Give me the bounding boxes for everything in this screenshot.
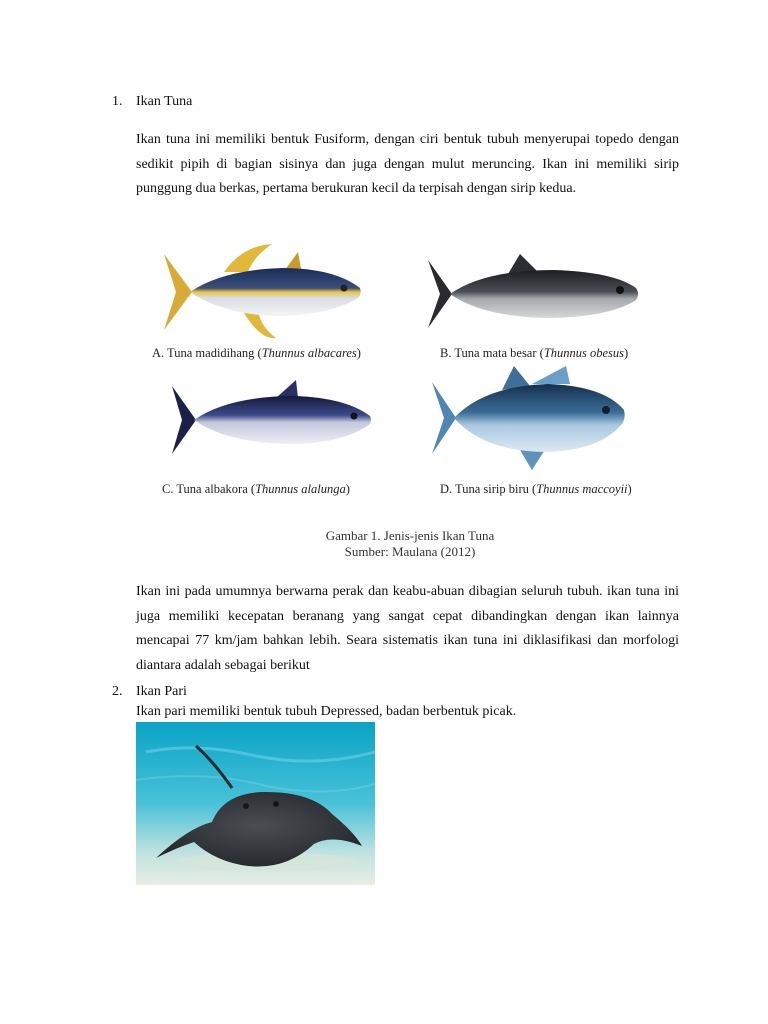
figure-caption-source: Sumber: Maulana (2012) bbox=[344, 544, 476, 559]
figure-caption-title: Gambar 1. Jenis-jenis Ikan Tuna bbox=[325, 528, 495, 543]
bluefin-tuna-illustration bbox=[428, 366, 628, 470]
figure-label-a: A. Tuna madidihang (Thunnus albacares) bbox=[152, 346, 361, 360]
tuna-description-paragraph: Ikan tuna ini memiliki bentuk Fusiform, dengan ciri bentuk tubuh menyerupai topedo dengan sedikit pipih di bagian sisinya dan juga dengan mulut meruncing. Ikan ini memiliki sirip punggung dua berkas, pertama berukuran kecil da terpisah dengan sirip kedua. bbox=[136, 132, 679, 196]
section-title: Ikan Pari bbox=[136, 684, 187, 699]
albacore-tuna-illustration bbox=[166, 380, 376, 460]
list-number: 1. bbox=[112, 94, 123, 109]
tuna-color-paragraph: Ikan ini pada umumnya berwarna perak dan keabu-abuan dibagian seluruh tubuh. ikan tuna ini juga memiliki kecepatan beranang yang sangat cepat dibandingkan dengan ikan lainnya mencapai 77 km/jam bahkan lebih. Seara sistematis ikan tuna ini diklasifikasi dan morfologi diantara adalah sebagai berikut bbox=[136, 584, 679, 673]
pari-description-paragraph: Ikan pari memiliki bentuk tubuh Depressed, badan berbentuk picak. bbox=[136, 704, 517, 719]
list-number: 2. bbox=[112, 684, 123, 699]
yellowfin-tuna-illustration bbox=[162, 244, 372, 340]
figure-label-c: C. Tuna albakora (Thunnus alalunga) bbox=[162, 482, 350, 496]
bigeye-tuna-illustration bbox=[424, 254, 644, 334]
tuna-species-figure bbox=[140, 238, 660, 568]
section-title: Ikan Tuna bbox=[136, 94, 193, 109]
figure-label-b: B. Tuna mata besar (Thunnus obesus) bbox=[440, 346, 629, 360]
stingray-photo bbox=[136, 722, 375, 885]
figure-label-d: D. Tuna sirip biru (Thunnus maccoyii) bbox=[440, 482, 632, 496]
figure-caption bbox=[140, 528, 680, 560]
